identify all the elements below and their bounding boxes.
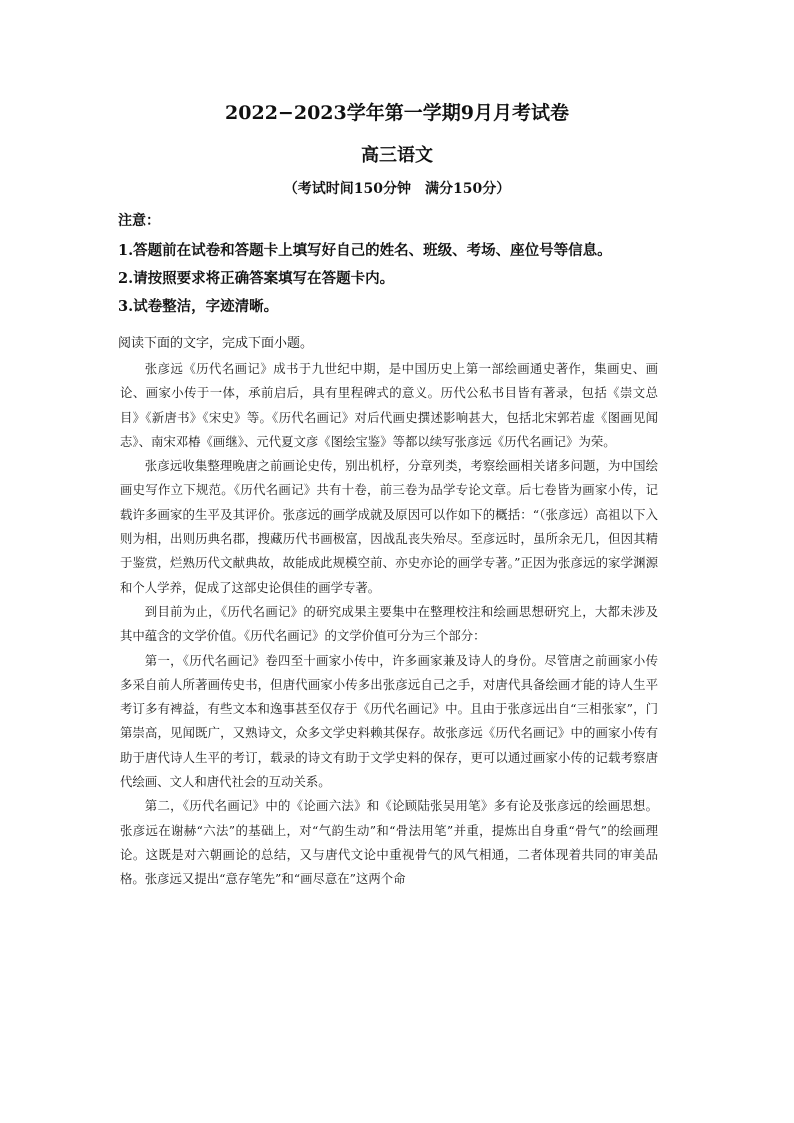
passage-paragraph: 第一，《历代名画记》卷四至十画家小传中，许多画家兼及诗人的身份。尽管唐之前画家小传多采自前人所著画传史书，但唐代画家小传多出张彦远自己之手，对唐代具备绘画才能的诗人生平考订多有裨益，有些文本和逸事甚至仅存于《历代名画记》中。且由于张彦远出自“三相张家”，门第崇高，见闻既广，又熟诗文，众多文学史料赖其保存。故张彦远《历代名画记》中的画家小传有助于唐代诗人生平的考订，载录的诗文有助于文学史料的保存，更可以通过画家小传的记载考察唐代绘画、文人和唐代社会的互动关系。 bbox=[120, 652, 658, 790]
passage-paragraph: 张彦远《历代名画记》成书于九世纪中期，是中国历史上第一部绘画通史著作，集画史、画论、画家小传于一体，承前启后，具有里程碑式的意义。历代公私书目皆有著录，包括《崇文总目》《新唐书》《宋史》等。《历代名画记》对后代画史撰述影响甚大，包括北宋郭若虚《图画见闻志》、南宋邓椿《画继》、元代夏文彦《图绘宝鉴》等都以续写张彦远《历代名画记》为荣。 bbox=[120, 361, 658, 449]
notes-section bbox=[118, 209, 678, 317]
passage-paragraph: 第二，《历代名画记》中的《论画六法》和《论顾陆张吴用笔》多有论及张彦远的绘画思想。张彦远在谢赫“六法”的基础上，对“气韵生动”和“骨法用笔”并重，提炼出自身重“骨气”的绘画理论。这既是对六朝画论的总结，又与唐代文论中重视骨气的风气相通，二者体现着共同的审美品格。张彦远又提出“意存笔先”和“画尽意在”这两个命 bbox=[120, 798, 658, 887]
passage-paragraph: 张彦远收集整理晚唐之前画论史传，别出机杼，分章列类，考察绘画相关诸多问题，为中国绘画史写作立下规范。《历代名画记》共有十卷，前三卷为品学专论文章。后七卷皆为画家小传，记载许多画家的生平及其评价。张彦远的画学成就及原因可以作如下的概括：“（张彦远）高祖以下入则为相，出则历典名郡，搜藏历代书画极富，因战乱丧失殆尽。至彦远时，虽所余无几，但因其精于鉴赏，烂熟历代文献典故，故能成此规模空前、亦史亦论的画学专著。”正因为张彦远的家学渊源和个人学养，促成了这部史论俱佳的画学专著。 bbox=[120, 458, 658, 595]
exam-subject: 高三语文 bbox=[361, 145, 433, 166]
exam-title: 2022−2023学年第一学期9月月考试卷 bbox=[225, 102, 569, 124]
note-item: 1.答题前在试卷和答题卡上填写好自己的姓名、班级、考场、座位号等信息。 bbox=[118, 242, 612, 259]
exam-time-info: （考试时间150分钟 满分150分） bbox=[283, 181, 511, 197]
note-item: 2.请按照要求将正确答案填写在答题卡内。 bbox=[118, 270, 395, 287]
reading-passage bbox=[120, 357, 658, 892]
note-item: 3.试卷整洁，字迹清晰。 bbox=[118, 298, 279, 315]
notes-title: 注意： bbox=[118, 213, 160, 229]
passage-paragraph: 到目前为止，《历代名画记》的研究成果主要集中在整理校注和绘画思想研究上，大都未涉及其中蕴含的文学价值。《历代名画记》的文学价值可分为三个部分： bbox=[120, 603, 658, 644]
reading-instruction: 阅读下面的文字，完成下面小题。 bbox=[118, 336, 314, 351]
